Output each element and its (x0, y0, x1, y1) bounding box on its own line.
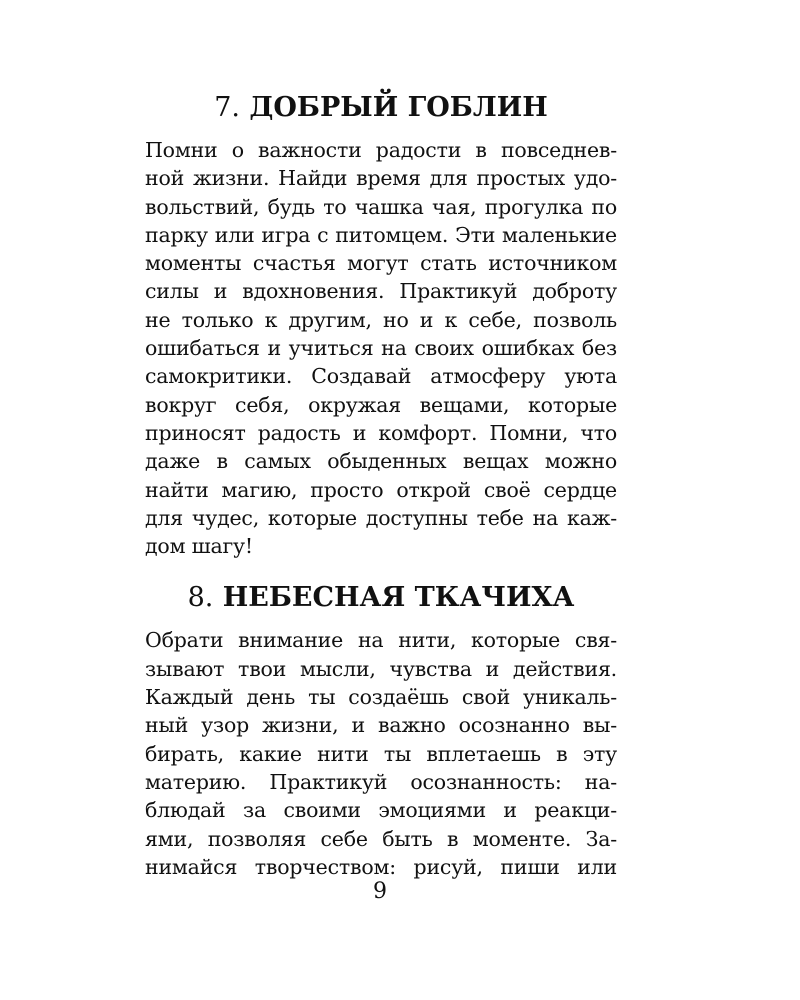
section-8-paragraph (145, 626, 617, 881)
text-line: самокритики. Создавай атмосферу уюта (145, 364, 617, 389)
text-line: бирать, какие нити ты вплетаешь в эту (145, 741, 617, 766)
section-8-title (145, 570, 617, 626)
text-line: ной жизни. Найди время для простых удо- (145, 166, 617, 191)
text-line: силы и вдохновения. Практикуй доброту (145, 279, 617, 304)
text-line: парку или игра с питомцем. Эти маленькие (145, 222, 617, 247)
text-line: приносят радость и комфорт. Помни, что (145, 420, 617, 445)
text-line: вокруг себя, окружая вещами, которые (145, 392, 617, 417)
text-line: зывают твои мысли, чувства и действия. (145, 656, 617, 681)
text-line: Каждый день ты создаёшь свой уникаль- (145, 685, 617, 710)
text-line: блюдай за своими эмоциями и реакци- (145, 798, 617, 823)
text-line: Обрати внимание на нити, которые свя- (145, 628, 617, 653)
text-line: нимайся творчеством: рисуй, пиши или (145, 854, 617, 879)
text-line: материю. Практикуй осознанность: на- (145, 769, 617, 794)
section-7-number: 7. (214, 92, 240, 123)
text-line: ошибаться и учиться на своих ошибках без (145, 336, 617, 361)
section-7-paragraph (145, 136, 617, 560)
section-7-title (145, 80, 617, 136)
text-line: моменты счастья могут стать источником (145, 251, 617, 276)
page-number: 9 (373, 879, 387, 904)
text-line: вольствий, будь то чашка чая, прогулка по (145, 194, 617, 219)
text-line: найти магию, просто открой своё сердце (145, 477, 617, 502)
text-line: Помни о важности радости в повседнев- (145, 138, 617, 162)
book-page (145, 80, 617, 885)
section-8-number: 8. (187, 582, 214, 614)
section-7-heading: ДОБРЫЙ ГОБЛИН (249, 92, 548, 123)
text-line: не только к другим, но и к себе, позволь (145, 307, 617, 332)
text-line: ями, позволяя себе быть в моменте. За- (145, 826, 617, 851)
section-8-heading: НЕБЕСНАЯ ТКАЧИХА (222, 582, 575, 614)
text-line: дом шагу! (145, 534, 253, 559)
text-line: ный узор жизни, и важно осознанно вы- (145, 713, 617, 738)
text-line: даже в самых обыденных вещах можно (145, 449, 617, 474)
text-line: для чудес, которые доступны тебе на каж- (145, 505, 617, 530)
